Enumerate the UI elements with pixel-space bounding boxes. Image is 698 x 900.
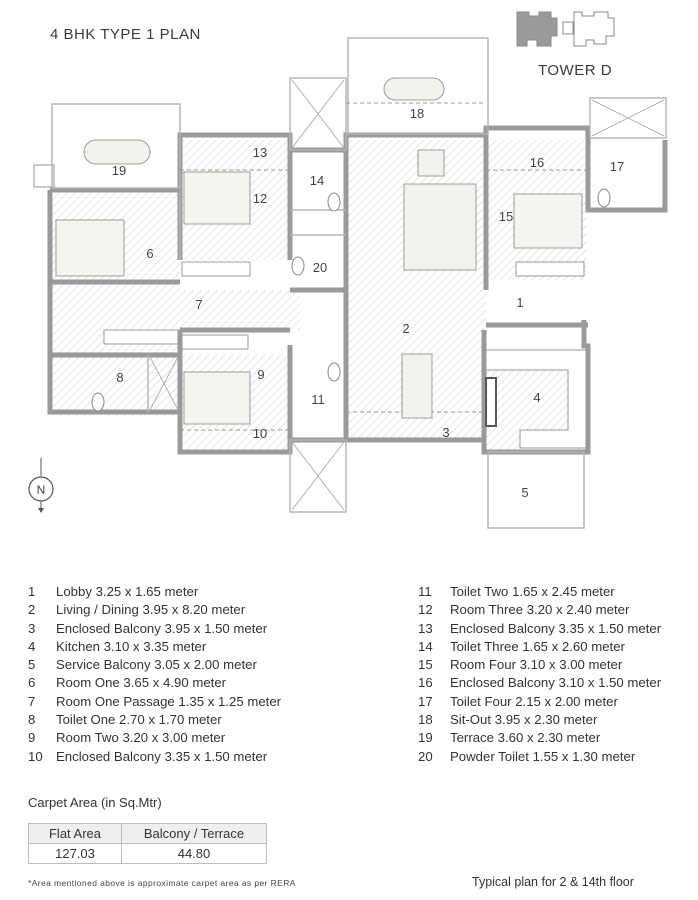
table-cell: 44.80 [122, 844, 267, 864]
legend-item: 10 Enclosed Balcony 3.35 x 1.50 meter [28, 748, 268, 764]
legend-item: 5 Service Balcony 3.05 x 2.00 meter [28, 657, 257, 673]
room-number: 1 [516, 295, 524, 310]
room-number: 19 [111, 163, 127, 178]
legend-item: 11 Toilet Two 1.65 x 2.45 meter [418, 584, 615, 599]
legend-item: 20 Powder Toilet 1.55 x 1.30 meter [418, 748, 636, 764]
legend-item: 12 Room Three 3.20 x 2.40 meter [418, 602, 630, 618]
room-number: 11 [311, 392, 325, 407]
table-header: Balcony / Terrace [122, 824, 267, 844]
room-number: 18 [409, 106, 425, 121]
rera-note: *Area mentioned above is approximate carpet area as per RERA [28, 878, 296, 888]
room-number: 10 [252, 426, 268, 441]
legend-item: 14 Toilet Three 1.65 x 2.60 meter [418, 638, 625, 654]
legend-item: 1 Lobby 3.25 x 1.65 meter [28, 584, 199, 599]
room-number: 13 [252, 145, 268, 160]
room-number: 8 [116, 370, 124, 385]
legend-item: 15 Room Four 3.10 x 3.00 meter [418, 657, 623, 673]
legend-item: 17 Toilet Four 2.15 x 2.00 meter [418, 693, 618, 709]
room-number: 4 [533, 390, 541, 405]
tower-label: TOWER D [538, 62, 613, 79]
room-number: 20 [312, 260, 328, 275]
plan-title: 4 BHK TYPE 1 PLAN [50, 26, 201, 43]
room-number: 7 [195, 297, 203, 312]
carpet-area-label: Carpet Area (in Sq.Mtr) [28, 795, 162, 810]
room-number: 12 [252, 191, 268, 206]
room-number: 17 [609, 159, 625, 174]
legend-item: 7 Room One Passage 1.35 x 1.25 meter [28, 693, 282, 709]
legend-item: 6 Room One 3.65 x 4.90 meter [28, 675, 227, 691]
legend-item: 8 Toilet One 2.70 x 1.70 meter [28, 712, 222, 728]
floor-note: Typical plan for 2 & 14th floor [472, 875, 634, 889]
legend-item: 19 Terrace 3.60 x 2.30 meter [418, 730, 601, 746]
room-number: 5 [521, 485, 529, 500]
room-legend-left [28, 584, 281, 767]
legend-item: 3 Enclosed Balcony 3.95 x 1.50 meter [28, 620, 268, 636]
compass-label: N [36, 483, 46, 497]
north-compass-icon [29, 458, 53, 513]
room-number: 2 [402, 321, 410, 336]
room-number: 9 [257, 367, 265, 382]
room-number: 3 [442, 425, 450, 440]
room-number: 16 [529, 155, 545, 170]
table-cell: 127.03 [29, 844, 122, 864]
legend-item: 18 Sit-Out 3.95 x 2.30 meter [418, 712, 598, 728]
legend-item: 13 Enclosed Balcony 3.35 x 1.50 meter [418, 620, 662, 636]
room-number: 6 [146, 246, 154, 261]
table-header: Flat Area [29, 824, 122, 844]
room-legend-right [418, 584, 661, 767]
key-plan-icon [517, 12, 614, 46]
legend-item: 2 Living / Dining 3.95 x 8.20 meter [28, 602, 246, 618]
room-number: 15 [498, 209, 514, 224]
room-number: 14 [309, 173, 325, 188]
carpet-area-table [28, 823, 267, 864]
legend-item: 4 Kitchen 3.10 x 3.35 meter [28, 638, 207, 654]
legend-item: 9 Room Two 3.20 x 3.00 meter [28, 730, 226, 746]
legend-item: 16 Enclosed Balcony 3.10 x 1.50 meter [418, 675, 662, 691]
